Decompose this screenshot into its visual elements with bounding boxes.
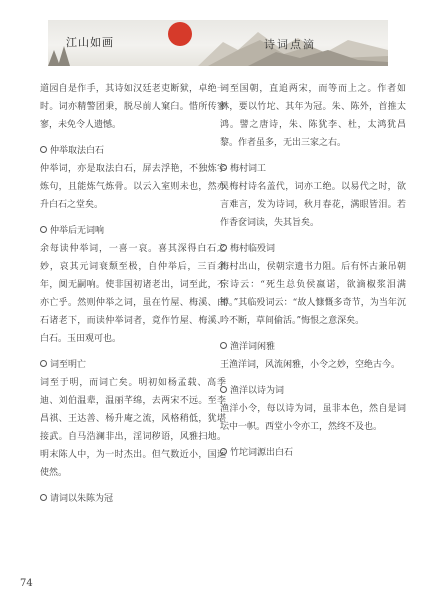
right-paragraph-1: 词至国朝，直追两宋，而等而上之。作者如林，要以竹坨、其年为冠。朱、陈外，首推太鸿。譬之唐诗，朱、陈犹李、杜，太鸿犹昌黎。作者虽多，无出三家之右。 bbox=[220, 84, 406, 148]
left-paragraph-2: 仲举词，亦是取法白石，屏去浮艳，不独炼字炼句，且能炼气炼骨。以云入室则未也，然亦升白石之堂矣。 bbox=[40, 164, 226, 210]
right-paragraph-3: 梅村出山，侯朝宗遗书力阻。后有怀古兼吊朝宗诗云：“死生总负侯嬴诺，欲滴椒浆泪满樽。”其临殁词云：“故人慷慨多奇节，为当年沉吟不断，草间偷活。”悔恨之意深矣。 bbox=[220, 262, 406, 326]
section-heading bbox=[40, 222, 226, 240]
left-paragraph-1: 道园自是作手，其诗如汉廷老吏断狱，卓绝一时。词亦精警团秉，脱尽前人窠臼。惜所传寥寥，未免令人遗憾。 bbox=[40, 84, 226, 130]
heading-text: 仲举取法白石 bbox=[50, 146, 105, 156]
heading-text: 渔洋词闲雅 bbox=[230, 342, 276, 352]
section-heading bbox=[40, 490, 226, 508]
section-heading bbox=[220, 338, 406, 356]
page-number: 74 bbox=[20, 578, 33, 589]
heading-text: 词至明亡 bbox=[50, 360, 87, 370]
section-heading bbox=[220, 382, 406, 400]
circle-bullet-icon bbox=[220, 164, 227, 171]
circle-bullet-icon bbox=[220, 386, 227, 393]
red-sun-icon bbox=[168, 22, 192, 46]
circle-bullet-icon bbox=[220, 244, 227, 251]
right-paragraph-5: 渔洋小令，每以诗为词，虽非本色，然自是词坛中一帜。西堂小令亦工，然终不及也。 bbox=[220, 404, 406, 432]
heading-text: 请词以朱陈为冠 bbox=[50, 494, 114, 504]
circle-bullet-icon bbox=[40, 226, 47, 233]
heading-text: 梅村临殁词 bbox=[230, 244, 276, 254]
section-heading bbox=[40, 142, 226, 160]
left-column bbox=[40, 80, 226, 508]
heading-text: 渔洋以诗为词 bbox=[230, 386, 285, 396]
left-paragraph-4: 词至于明，而词亡矣。明初如杨孟载、高季迪、刘伯温辈，温丽芊绵，去两宋不远。至李昌祺、王达善、杨升庵之流，风格稍低，犹堪接武。自马浩澜非出，淫词秽语，风雅扫地。明末陈人中，为一时杰出。但气数近小，国运使然。 bbox=[40, 378, 226, 478]
circle-bullet-icon bbox=[220, 342, 227, 349]
heading-text: 仲举后无词响 bbox=[50, 226, 105, 236]
right-paragraph-4: 王渔洋词，风流闲雅，小令之妙，空绝古今。 bbox=[220, 360, 401, 370]
left-paragraph-3: 余每读仲举词，一喜一哀。喜其深得白石之妙，哀其元词衰颓至极，自仲举后，三百余年，阒无嗣响。使非国初诸老出，词至此，不亦亡乎。然则仲举之词，虽在竹屋、梅溪、白石诸老下，而读仲举词者，竟作竹屋、梅溪、白石。玉田观可也。 bbox=[40, 244, 226, 344]
header-banner bbox=[48, 20, 388, 66]
circle-bullet-icon bbox=[40, 146, 47, 153]
circle-bullet-icon bbox=[220, 448, 227, 455]
right-column bbox=[220, 80, 406, 462]
section-heading bbox=[220, 444, 406, 462]
banner-left-text: 江山如画 bbox=[66, 36, 114, 49]
section-heading bbox=[220, 240, 406, 258]
circle-bullet-icon bbox=[40, 494, 47, 501]
heading-text: 竹坨词源出白石 bbox=[230, 448, 294, 458]
heading-text: 梅村词工 bbox=[230, 164, 267, 174]
circle-bullet-icon bbox=[40, 360, 47, 367]
right-paragraph-2: 吴梅村诗名盖代，词亦工绝。以易代之时，欲言难言，发为诗词，秋月春花，满眼皆泪。若作香奁词读，失其旨矣。 bbox=[220, 182, 406, 228]
banner-title: 诗词点滴 bbox=[264, 38, 316, 51]
section-heading bbox=[220, 160, 406, 178]
section-heading bbox=[40, 356, 226, 374]
